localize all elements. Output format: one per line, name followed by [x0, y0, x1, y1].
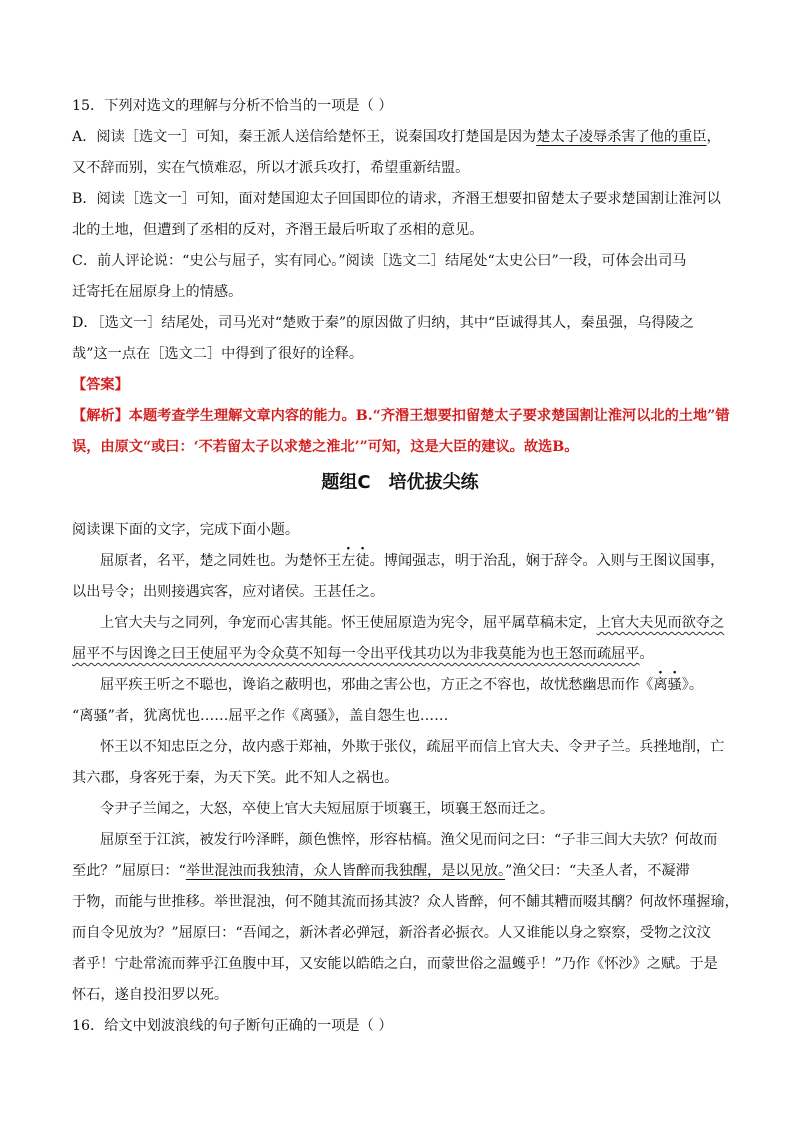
passage-p6-line5: 者乎！宁赴常流而葬乎江鱼腹中耳，又安能以皓皓之白，而蒙世俗之温蠖乎！”乃作《怀沙》之赋。于是 — [72, 956, 718, 972]
q15-option-a-line2: 又不辞而别，实在气愤难忍，所以才派兵攻打，希望重新结盟。 — [72, 160, 470, 176]
q15-option-c-line2: 迁寄托在屈原身上的情感。 — [72, 284, 243, 300]
passage-p2-line1 — [100, 613, 724, 633]
passage-text: 》。 — [681, 677, 704, 693]
passage-p6-line3: 于物，而能与世推移。举世混浊，何不随其流而扬其波？众人皆醉，何不餔其糟而啜其醨？何故怀瑾握瑜， — [72, 894, 739, 910]
passage-p2-line2 — [72, 644, 654, 664]
passage-text: 。博闻强志，明于治乱，娴于辞令。入则与王图议国事， — [369, 553, 725, 569]
passage-p6-line6: 怀石，遂自投汨罗以死。 — [72, 987, 229, 1003]
q15-option-a-text: A．阅读［选文一］可知，秦王派人送信给楚怀王，说秦国攻打楚国是因为 — [72, 129, 537, 145]
passage-text: 至此？”屈原曰：“ — [72, 863, 186, 879]
wavy-underlined-sentence: 上官大夫见而欲夺之 — [596, 615, 725, 631]
q15-option-b-line2: 北的土地，但遭到了丞相的反对，齐湣王最后听取了丞相的意见。 — [72, 222, 484, 238]
passage-p5: 令尹子兰闻之，大怒，卒使上官大夫短屈原于顷襄王，顷襄王怒而迁之。 — [100, 801, 555, 817]
emphasis-char: 左 — [341, 553, 356, 569]
passage-p4-line2: 其六郡，身客死于秦，为天下笑。此不知人之祸也。 — [72, 770, 399, 786]
passage-text: 。 — [639, 646, 654, 662]
q15-option-a-line1 — [72, 127, 721, 147]
passage-text: 屈原者，名平，楚之同姓也。为楚怀王 — [100, 553, 342, 569]
passage-text: 屈平疾王听之不聪也，谗谄之蔽明也，邪曲之害公也，方正之不容也，故忧愁幽思而作《 — [100, 677, 654, 693]
q15-option-a-underlined: 楚太子凌辱杀害了他的重臣 — [536, 129, 707, 145]
wavy-underlined-sentence: 屈平不与因谗之曰王使屈平为令众莫不知每一令出平伐其功以为非我莫能为也王怒而疏屈平 — [72, 646, 640, 662]
passage-p6-line2 — [72, 861, 690, 881]
q15-stem: 15．下列对选文的理解与分析不恰当的一项是（ ） — [72, 98, 393, 114]
passage-p4-line1: 怀王以不知忠臣之分，故内惑于郑袖，外欺于张仪，疏屈平而信上官大夫、令尹子兰。兵挫地削，亡 — [100, 739, 725, 755]
emphasis-char: 离 — [653, 677, 668, 693]
passage-p3-line1 — [100, 675, 703, 695]
passage-text: 上官大夫与之同列，争宠而心害其能。怀王使屈原造为宪令，屈平属草稿未定， — [100, 615, 597, 631]
passage-p3-line2: “离骚”者，犹离忧也……屈平之作《离骚》，盖自怨生也…… — [72, 708, 449, 724]
underlined-sentence: 举世混浊而我独清，众人皆醉而我独醒，是以见放。 — [185, 863, 506, 879]
q15-option-d-line1: D．［选文一］结尾处，司马光对“楚败于秦”的原因做了归纳，其中“臣诚得其人，秦虽强，乌得陵之 — [72, 315, 694, 331]
passage-p6-line1: 屈原至于江滨，被发行吟泽畔，颜色憔悴，形容枯槁。渔父见而问之曰：“子非三闾大夫欤？何故而 — [100, 832, 718, 848]
emphasis-char: 徒 — [355, 553, 370, 569]
q15-option-c-line1: C．前人评论说：“史公与屈子，实有同心。”阅读［选文二］结尾处“太史公曰”一段，可体会出司马 — [72, 253, 687, 269]
passage-p1-line2: 以出号令；出则接遇宾客，应对诸侯。王甚任之。 — [72, 584, 385, 600]
passage-p6-line4: 而自令见放为？”屈原曰：“吾闻之，新沐者必弹冠，新浴者必振衣。人又谁能以身之察察，受物之汶汶 — [72, 925, 711, 941]
q16-stem: 16．给文中划波浪线的句子断句正确的一项是（ ） — [72, 1018, 393, 1034]
q15-option-a-comma: ， — [706, 129, 721, 145]
answer-label: 【答案】 — [72, 377, 129, 393]
reading-instruction: 阅读课下面的文字，完成下面小题。 — [72, 522, 300, 538]
emphasis-char: 骚 — [667, 677, 682, 693]
analysis-line2: 误，由原文“或曰：‘不若留太子以求楚之淮北’”可知，这是大臣的建议。故选B。 — [72, 439, 579, 455]
analysis-line1: 【解析】本题考查学生理解文章内容的能力。B.“齐湣王想要扣留楚太子要求楚国割让淮河以北的土地”错 — [72, 408, 730, 424]
passage-p1-line1 — [100, 551, 724, 571]
q15-option-d-line2: 哉”这一点在［选文二］中得到了很好的诠释。 — [72, 346, 364, 362]
section-title: 题组C 培优拔尖练 — [321, 472, 479, 493]
q15-option-b-line1: B．阅读［选文一］可知，面对楚国迎太子回国即位的请求，齐湣王想要扣留楚太子要求楚国割让淮河以 — [72, 191, 721, 207]
passage-text: ”渔父曰：“夫圣人者，不凝滞 — [505, 863, 690, 879]
